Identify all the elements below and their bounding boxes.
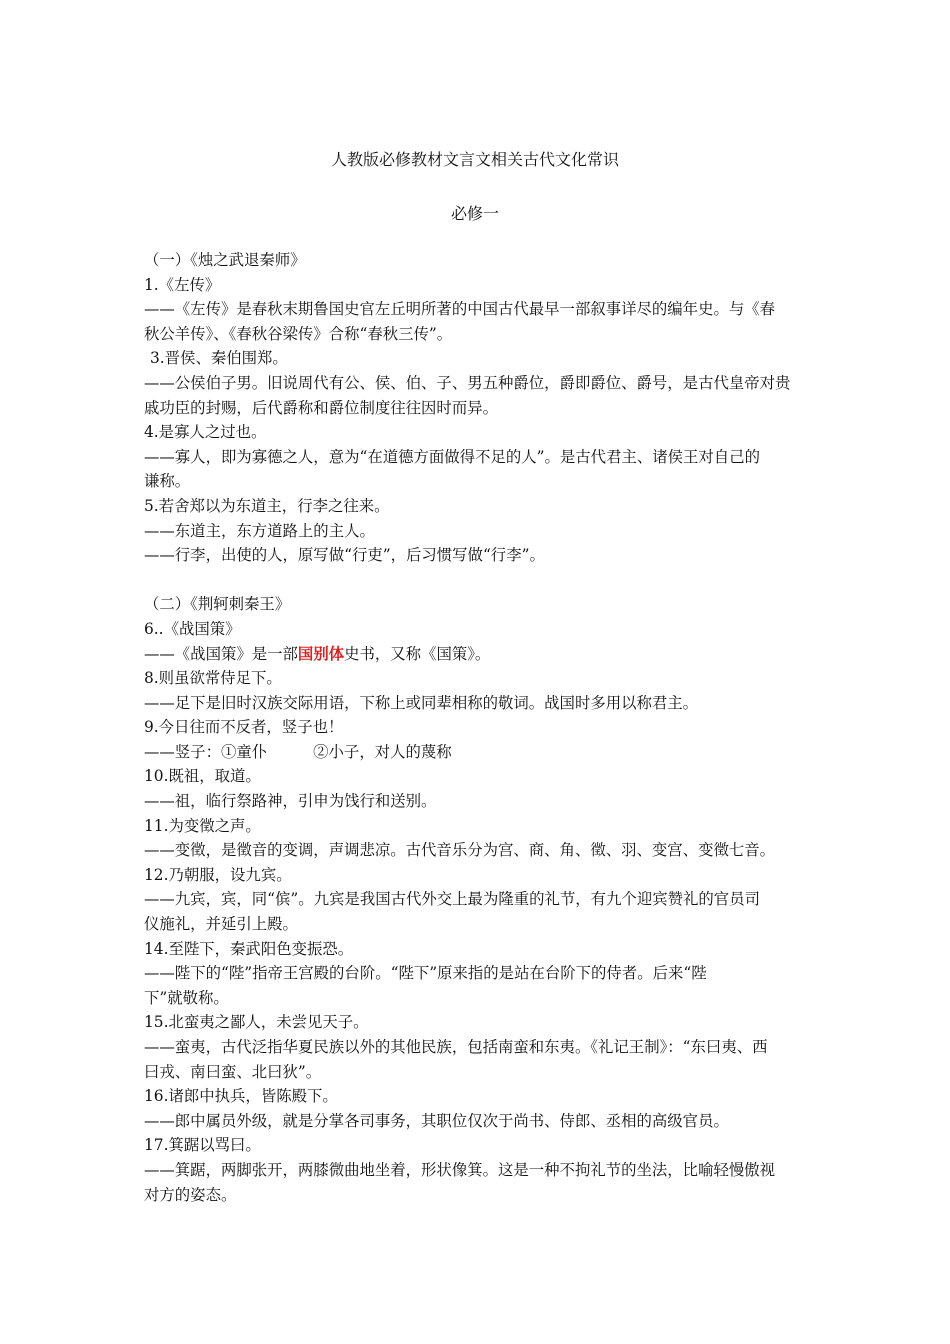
entry-text: ——陛下的“陛”指帝王宫殿的台阶。“陛下”原来指的是站在台阶下的侍者。后来“陛 — [144, 964, 707, 983]
entry-text: 谦称。 — [144, 472, 191, 491]
entry-text-part: ——竖子：①童仆 — [144, 742, 268, 761]
entry-text: ——足下是旧时汉族交际用语，下称上或同辈相称的敬词。战国时多用以称君主。 — [144, 693, 699, 712]
entry-text: ——寡人，即为寡德之人，意为“在道德方面做得不足的人”。是古代君主、诸侯王对自己的 — [144, 447, 760, 466]
entry-text: ——箕踞，两脚张开，两膝微曲地坐着，形状像箕。这是一种不拘礼节的坐法，比喻轻慢傲视 — [144, 1160, 776, 1179]
entry-title: 3.晋侯、秦伯围郑。 — [150, 349, 288, 368]
entry-title: 12.乃朝服，设九宾。 — [144, 865, 292, 884]
entry-text: 仪施礼，并延引上殿。 — [144, 915, 298, 934]
entry-text: 对方的姿态。 — [144, 1185, 237, 1204]
entry-title: 16.诸郎中执兵，皆陈殿下。 — [144, 1087, 338, 1106]
entry-text: ——蛮夷，古代泛指华夏民族以外的其他民族，包括南蛮和东夷。《礼记王制》：“东曰夷、西 — [144, 1038, 768, 1056]
entry-text-part: ②小子，对人的蔑称 — [313, 742, 452, 761]
document-body — [144, 248, 812, 1207]
entry-title: 11.为变徵之声。 — [144, 816, 261, 835]
entry-title: 1.《左传》 — [144, 275, 221, 294]
entry-title: 5.若舍郑以为东道主，行李之往来。 — [144, 496, 390, 515]
entry-text-part: 史书，又称《国策》。 — [344, 644, 491, 663]
section-heading: （二）《荆轲刺秦王》 — [144, 595, 291, 614]
entry-text — [144, 740, 812, 765]
entry-title: 17.箕踞以骂曰。 — [144, 1136, 261, 1155]
document-subtitle: 必修一 — [450, 204, 499, 223]
entry-text — [144, 642, 812, 667]
entry-text: ——行李，出使的人，原写做“行吏”，后习惯写做“行李”。 — [144, 546, 545, 565]
entry-title: 8.则虽欲常侍足下。 — [144, 669, 282, 688]
entry-text: ——祖，临行祭路神，引申为饯行和送别。 — [144, 792, 437, 811]
entry-text: 曰戎、南曰蛮、北曰狄”。 — [144, 1062, 322, 1081]
section-heading: （一）《烛之武退秦师》 — [144, 251, 306, 269]
entry-text: ——变徵，是徵音的变调，声调悲凉。古代音乐分为宫、商、角、徵、羽、变宫、变徵七音。 — [144, 841, 776, 860]
entry-text: 戚功臣的封赐，后代爵称和爵位制度往往因时而异。 — [144, 398, 498, 417]
entry-title: 10.既祖，取道。 — [144, 767, 261, 786]
section-spacer — [144, 568, 812, 593]
entry-text: ——九宾，宾，同“傧”。九宾是我国古代外交上最为隆重的礼节，有九个迎宾赞礼的官员司 — [144, 890, 760, 909]
entry-title: 4.是寡人之过也。 — [144, 423, 267, 442]
entry-title: 15.北蛮夷之鄙人，未尝见天子。 — [144, 1013, 369, 1032]
entry-title: 14.至陛下，秦武阳色变振恐。 — [144, 939, 354, 958]
entry-text: ——东道主，东方道路上的主人。 — [144, 521, 375, 540]
document-title: 人教版必修教材文言文相关古代文化常识 — [330, 150, 619, 169]
entry-text-part: ——《战国策》是一部 — [144, 644, 298, 663]
entry-title: 9.今日往而不反者，竖子也！ — [144, 718, 344, 737]
entry-text: 下”就敬称。 — [144, 988, 229, 1007]
entry-text: 秋公羊传》、《春秋谷梁传》合称“春秋三传”。 — [144, 324, 453, 343]
highlighted-term: 国别体 — [297, 644, 345, 663]
entry-text: ——郎中属员外级，就是分掌各司事务，其职位仅次于尚书、侍郎、丞相的高级官员。 — [144, 1111, 729, 1130]
entry-text: ——公侯伯子男。旧说周代有公、侯、伯、子、男五种爵位，爵即爵位、爵号，是古代皇帝对贵 — [144, 373, 791, 392]
entry-title: 6..《战国策》 — [144, 619, 241, 638]
entry-text: ——《左传》是春秋末期鲁国史官左丘明所著的中国古代最早一部叙事详尽的编年史。与《春 — [144, 300, 776, 319]
